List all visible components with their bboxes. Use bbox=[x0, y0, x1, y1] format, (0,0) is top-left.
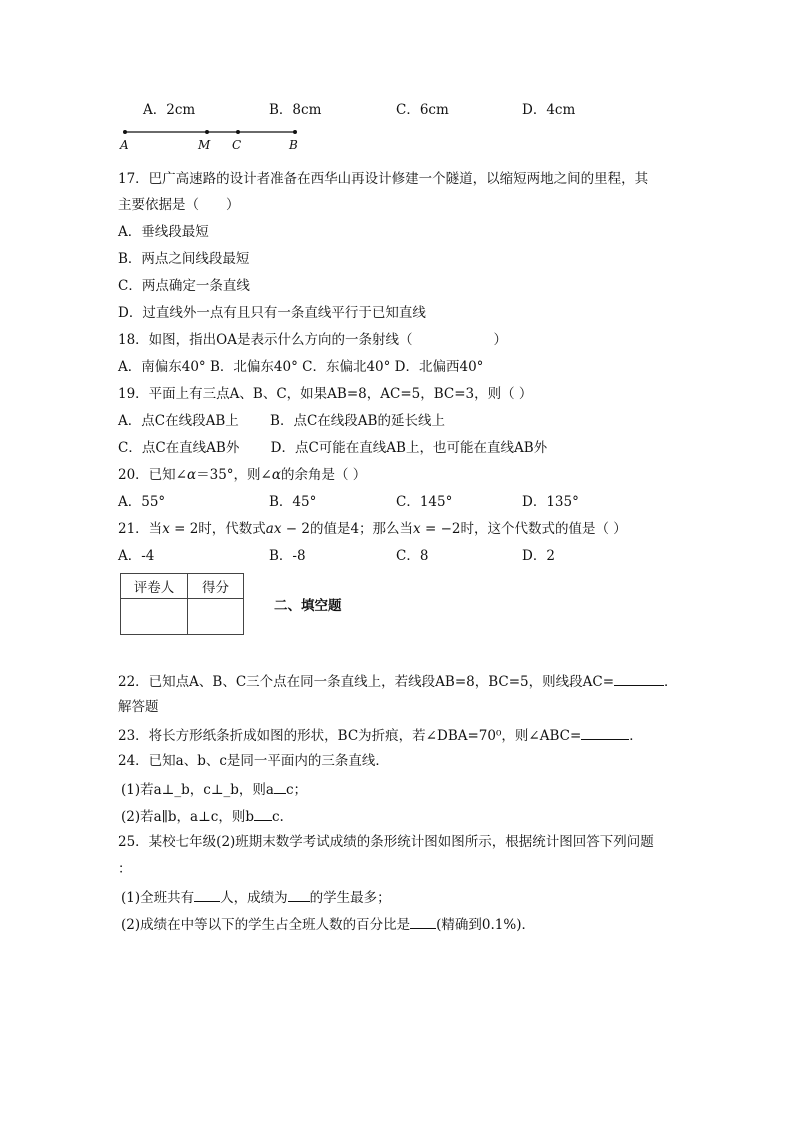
q21-stem-part1: 21．当 bbox=[118, 521, 163, 537]
score-table-score: 得分 bbox=[188, 574, 244, 599]
q23-blank[interactable] bbox=[581, 725, 629, 740]
label-b: B bbox=[289, 138, 298, 152]
q21-x2: x bbox=[413, 521, 421, 537]
q20-option-a: A．55° bbox=[118, 494, 166, 510]
q25-part1-a: (1)全班共有 bbox=[121, 890, 195, 906]
q16-option-c: C．6cm bbox=[396, 102, 449, 118]
q22-blank[interactable] bbox=[614, 671, 664, 686]
answer-section-label: 解答题 bbox=[118, 699, 159, 715]
q20-stem bbox=[118, 466, 366, 484]
q21-option-a: A．-4 bbox=[118, 548, 155, 564]
label-a: A bbox=[120, 138, 129, 152]
q18-options: A．南偏东40° B．北偏东40° C．东偏北40° D．北偏西40° bbox=[118, 359, 484, 375]
q20-stem-mid: ＝35°，则∠ bbox=[196, 467, 272, 483]
q20-alpha: α bbox=[187, 467, 197, 483]
q22-stem bbox=[118, 671, 678, 691]
q24-part-2 bbox=[121, 806, 284, 826]
q20-option-b: B．45° bbox=[269, 494, 317, 510]
q19-stem: 19．平面上有三点A、B、C，如果AB=8，AC=5，BC=3，则（ ） bbox=[118, 386, 533, 402]
q25-part1-c: 的学生最多； bbox=[309, 890, 391, 906]
q24-part1-a: (1)若a⊥_b，c⊥_b，则a bbox=[121, 782, 274, 798]
q24-blank-2[interactable] bbox=[254, 806, 272, 821]
point-b bbox=[293, 130, 297, 134]
q17-option-b: B．两点之间线段最短 bbox=[118, 251, 250, 267]
q25-blank-3[interactable] bbox=[410, 914, 436, 929]
q23-stem bbox=[118, 725, 643, 745]
q16-option-a: A．2cm bbox=[143, 102, 196, 118]
q24-blank-1[interactable] bbox=[274, 779, 286, 794]
q23-stem-text: 23．将长方形纸条折成如图的形状，BC为折痕，若∠DBA=70⁰，则∠ABC= bbox=[118, 728, 582, 744]
q22-end: ． bbox=[664, 674, 678, 690]
q17-option-c: C．两点确定一条直线 bbox=[118, 278, 250, 294]
label-m: M bbox=[198, 138, 211, 152]
segment-diagram bbox=[112, 124, 312, 154]
point-m bbox=[205, 130, 209, 134]
q21-expr-tail: − 2的值是4；那么当 bbox=[281, 521, 414, 537]
q21-x1: x bbox=[162, 521, 170, 537]
q25-part-2 bbox=[121, 914, 535, 934]
q25-part2-a: (2)成绩在中等以下的学生占全班人数的百分比是 bbox=[121, 917, 411, 933]
q21-option-d: D．2 bbox=[522, 548, 555, 564]
q21-eq1: = 2时，代数式 bbox=[169, 521, 266, 537]
score-table-score-cell[interactable] bbox=[188, 599, 244, 635]
q17-stem-2: 主要依据是（ ） bbox=[118, 197, 240, 213]
q20-stem-suffix: 的余角是（ ） bbox=[281, 467, 367, 483]
q21-option-c: C．8 bbox=[396, 548, 429, 564]
q17-stem-1: 17．巴广高速路的设计者准备在西华山再设计修建一个隧道，以缩短两地之间的里程，其 bbox=[118, 171, 649, 187]
q20-alpha-2: α bbox=[271, 467, 281, 483]
q17-option-d: D．过直线外一点有且只有一条直线平行于已知直线 bbox=[118, 305, 426, 321]
q25-part-1 bbox=[121, 887, 391, 907]
q25-stem-2: ： bbox=[118, 861, 132, 877]
score-table-grader-cell[interactable] bbox=[121, 599, 188, 635]
q16-option-b: B．8cm bbox=[269, 102, 322, 118]
q24-stem: 24．已知a、b、c是同一平面内的三条直线． bbox=[118, 753, 389, 769]
q25-blank-2[interactable] bbox=[288, 887, 310, 902]
q24-part2-b: c. bbox=[272, 809, 284, 825]
q21-option-b: B．-8 bbox=[269, 548, 306, 564]
section-2-title: 二、填空题 bbox=[274, 598, 342, 614]
q22-stem-text: 22．已知点A、B、C三个点在同一条直线上，若线段AB=8，BC=5，则线段AC= bbox=[118, 674, 615, 690]
q24-part2-a: (2)若a∥b，a⊥c，则b bbox=[121, 809, 254, 825]
q23-end: ． bbox=[629, 728, 643, 744]
q20-option-c: C．145° bbox=[396, 494, 453, 510]
point-a bbox=[123, 130, 127, 134]
q25-part2-b: (精确到0.1%)． bbox=[436, 917, 535, 933]
q20-option-d: D．135° bbox=[522, 494, 579, 510]
q24-part-1 bbox=[121, 779, 307, 799]
q24-part1-b: c； bbox=[285, 782, 308, 798]
q21-expr: ax bbox=[265, 521, 282, 537]
q21-stem bbox=[118, 520, 627, 538]
q16-option-d: D．4cm bbox=[522, 102, 576, 118]
q17-option-a: A．垂线段最短 bbox=[118, 224, 209, 240]
score-table-grader: 评卷人 bbox=[121, 574, 188, 599]
point-c bbox=[236, 130, 240, 134]
q19-options-1: A．点C在线段AB上 B．点C在线段AB的延长线上 bbox=[118, 413, 445, 429]
q19-options-2: C．点C在直线AB外 D．点C可能在直线AB上，也可能在直线AB外 bbox=[118, 440, 548, 456]
label-c: C bbox=[232, 138, 242, 152]
q25-blank-1[interactable] bbox=[194, 887, 220, 902]
q25-part1-b: 人，成绩为 bbox=[220, 890, 288, 906]
q18-stem: 18．如图，指出OA是表示什么方向的一条射线（ ） bbox=[118, 332, 507, 348]
q21-eq2: = −2时，这个代数式的值是（ ） bbox=[420, 521, 627, 537]
score-table bbox=[120, 573, 244, 635]
q25-stem-1: 25．某校七年级(2)班期末数学考试成绩的条形统计图如图所示，根据统计图回答下列问题 bbox=[118, 834, 654, 850]
q20-stem-prefix: 20．已知∠ bbox=[118, 467, 187, 483]
